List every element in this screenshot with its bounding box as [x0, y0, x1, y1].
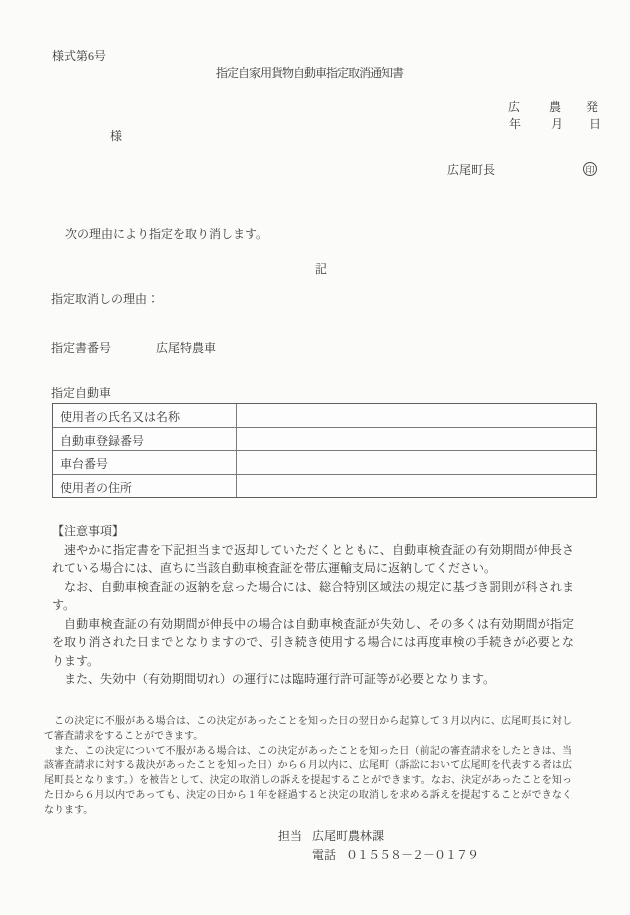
phone-label: 電話 [312, 848, 337, 862]
table-row-value [237, 428, 596, 451]
contact-label: 担当 [278, 829, 303, 843]
table-row [53, 474, 596, 498]
appeal-paragraph: また、この決定について不服がある場合は、この決定があったことを知った日（前記の審査請求をしたときは、当該審査請求に対する裁決があったことを知った日）から６月以内に、広尾町（訴訟において広尾町を代表する者は広尾町長となります。）を被告として、決定の取消しの訴えを提起することができます。なお、決定があったことを知った日から６月以内であっても、決定の日から１年を経過すると決定の取消しを求める訴えを提起することができなくなります。 [44, 745, 572, 816]
section-marker: 記 [315, 262, 328, 276]
table-row-value [237, 404, 596, 427]
designation-number-value: 広尾特農車 [156, 341, 217, 355]
notes-paragraph: また、失効中（有効期間切れ）の運行には臨時運行許可証等が必要となります。 [64, 672, 496, 686]
appeal-notice-section [44, 715, 572, 819]
notes-heading: 【注意事項】 [52, 524, 125, 538]
contact-office: 広尾町農林課 [312, 829, 385, 843]
appeal-paragraph: この決定に不服がある場合は、この決定があったことを知った日の翌日から起算して３月以内に、広尾町長に対して審査請求をすることができます。 [44, 716, 572, 742]
notes-paragraph: なお、自動車検査証の返納を怠った場合には、総合特別区域法の規定に基づき罰則が科されます。 [52, 579, 574, 612]
table-row-label: 車台番号 [53, 451, 237, 474]
table-row-label: 使用者の氏名又は名称 [53, 404, 237, 427]
date-char-year: 年 [509, 117, 522, 131]
issue-number-char: 農 [549, 100, 562, 114]
date-char-month: 月 [551, 117, 564, 131]
table-row-value [237, 475, 596, 498]
form-number: 様式第6号 [52, 49, 107, 63]
date-char-day: 日 [589, 117, 602, 131]
table-row [53, 450, 596, 474]
notes-paragraph: 自動車検査証の有効期間が伸長中の場合は自動車検査証が失効し、その多くは有効期間が指定を取り消された日までとなりますので、引き続き使用する場合には再度車検の手続きが必要となります。 [52, 616, 574, 668]
table-row [53, 427, 596, 451]
vehicle-table [52, 403, 597, 498]
vehicle-section-label: 指定自動車 [51, 386, 112, 400]
phone-number: ０１５５８－２－０１７９ [346, 848, 479, 862]
addressee-suffix: 様 [110, 129, 123, 143]
document-title: 指定自家用貨物自動車指定取消通知書 [216, 66, 404, 80]
intro-sentence: 次の理由により指定を取り消します。 [65, 227, 269, 241]
issue-number-char: 広 [508, 100, 521, 114]
issue-number-char: 発 [586, 100, 599, 114]
table-row-label: 自動車登録番号 [53, 428, 237, 451]
table-row-value [237, 451, 596, 474]
table-row [53, 404, 596, 427]
notes-section [52, 522, 574, 689]
seal-icon [583, 162, 597, 176]
cancellation-reason-label: 指定取消しの理由： [51, 292, 160, 306]
issuer-name: 広尾町長 [447, 163, 496, 177]
seal-char: 印 [585, 165, 595, 175]
designation-number-label: 指定書番号 [51, 341, 112, 355]
table-row-label: 使用者の住所 [53, 475, 237, 498]
notes-paragraph: 速やかに指定書を下記担当まで返却していただくとともに、自動車検査証の有効期間が伸長されている場合には、直ちに当該自動車検査証を帯広運輸支局に返納してください。 [52, 542, 574, 575]
